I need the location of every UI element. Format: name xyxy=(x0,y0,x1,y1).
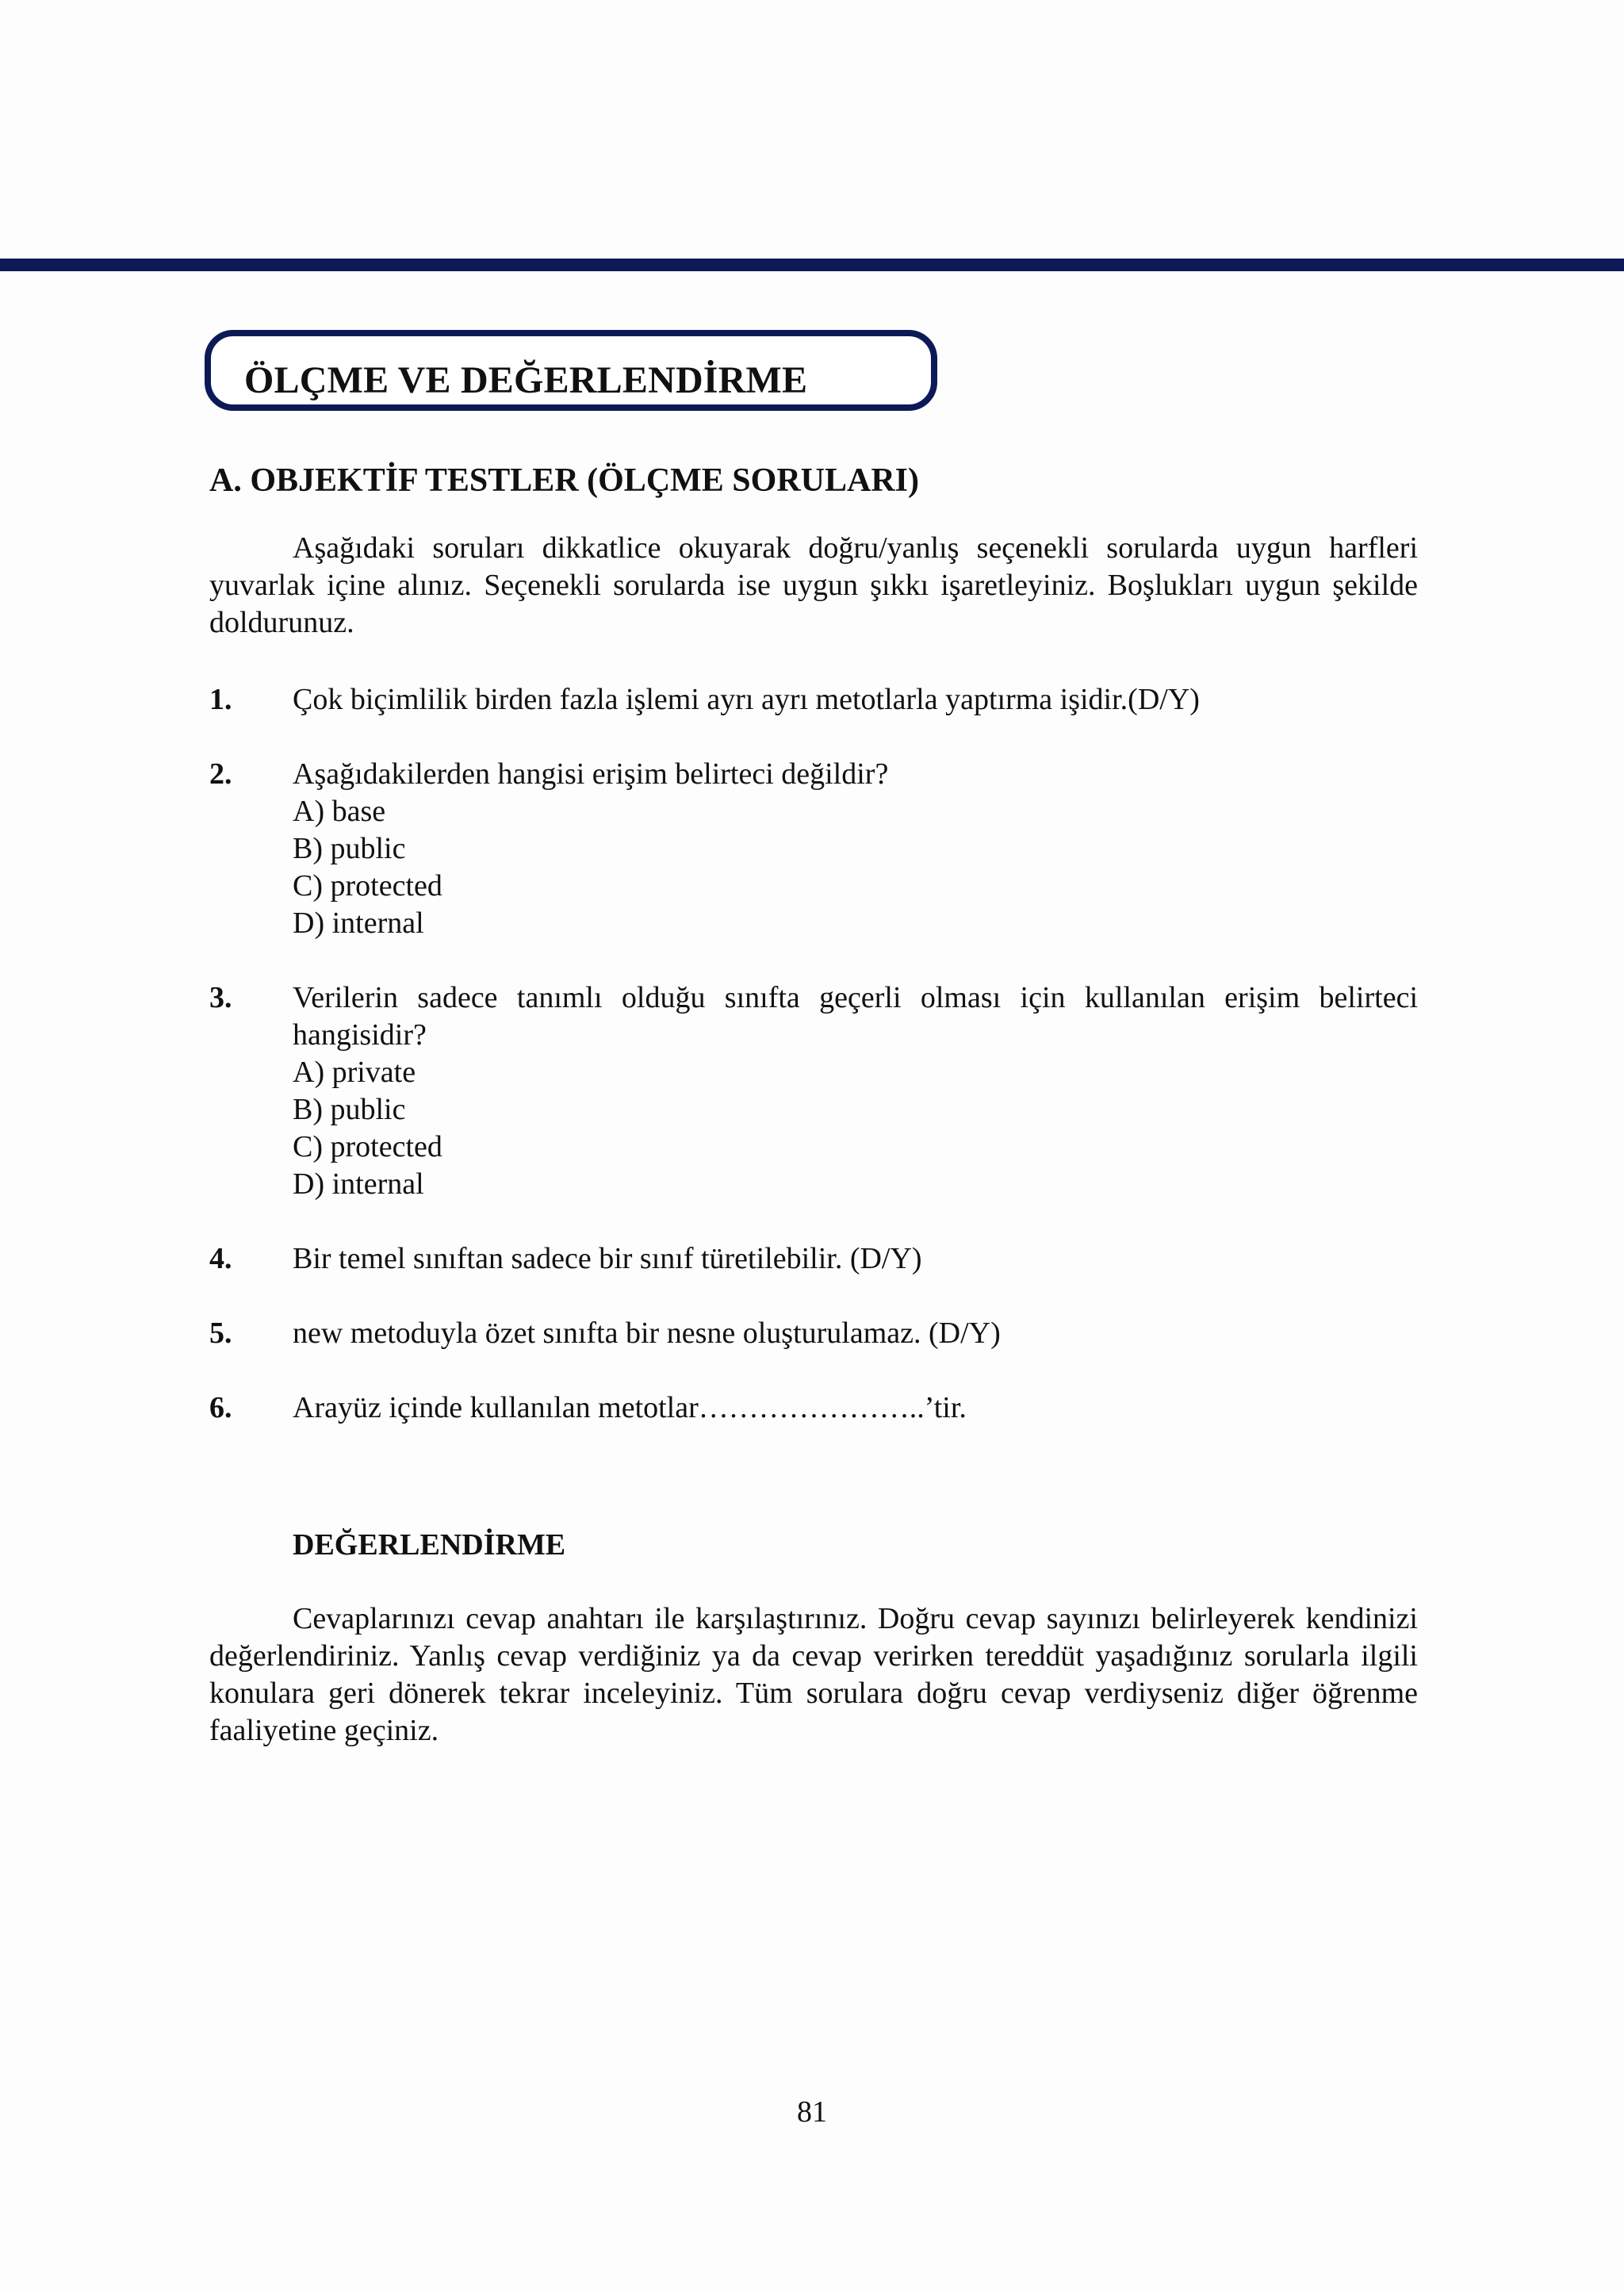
page-content xyxy=(209,460,1418,1750)
question-item xyxy=(209,979,1418,1203)
question-number: 5. xyxy=(209,1317,232,1350)
evaluation-paragraph: Cevaplarınızı cevap anahtarı ile karşılaştırınız. Doğru cevap sayınızı belirleyerek kendinizi değerlendiriniz. Yanlış cevap verdiğiniz ya da cevap verirken tereddüt yaşadığınız sorularla ilgili konulara geri dönerek tekrar inceleyiniz. Tüm sorulara doğru cevap verdiyseniz diğer öğrenme faaliyetine geçiniz. xyxy=(209,1602,1418,1747)
question-body xyxy=(293,756,1418,942)
question-item xyxy=(209,1389,1418,1427)
instructions-paragraph: Aşağıdaki soruları dikkatlice okuyarak doğru/yanlış seçenekli sorularda uygun harfleri yuvarlak içine alınız. Seçenekli sorularda ise uygun şıkkı işaretleyiniz. Boşlukları uygun şekilde doldurunuz. xyxy=(209,531,1418,639)
section-heading: A. OBJEKTİF TESTLER (ÖLÇME SORULARI) xyxy=(209,462,920,499)
question-body xyxy=(293,1315,1418,1352)
question-list xyxy=(209,681,1418,1427)
question-item xyxy=(209,681,1418,719)
answer-option: C) protected xyxy=(293,869,442,903)
chapter-title: ÖLÇME VE DEĞERLENDİRME xyxy=(244,359,808,401)
question-number: 2. xyxy=(209,757,232,791)
question-item xyxy=(209,1315,1418,1352)
answer-option: B) public xyxy=(293,832,406,865)
answer-option: B) public xyxy=(293,1093,406,1126)
question-body xyxy=(293,979,1418,1203)
question-text: Bir temel sınıftan sadece bir sınıf türetilebilir. (D/Y) xyxy=(293,1242,922,1275)
question-number: 6. xyxy=(209,1391,232,1424)
answer-option: C) protected xyxy=(293,1130,442,1163)
answer-options xyxy=(293,1054,1418,1203)
question-number: 1. xyxy=(209,683,232,716)
question-text: Verilerin sadece tanımlı olduğu sınıfta geçerli olması için kullanılan erişim belirteci hangisidir? xyxy=(293,981,1418,1052)
question-body xyxy=(293,1240,1418,1278)
question-item xyxy=(209,1240,1418,1278)
question-body xyxy=(293,681,1418,719)
answer-options xyxy=(293,793,1418,942)
answer-option: A) base xyxy=(293,795,386,828)
answer-option: D) internal xyxy=(293,1167,424,1201)
question-item xyxy=(209,756,1418,942)
question-number: 3. xyxy=(209,981,232,1014)
chapter-title-box xyxy=(205,330,937,411)
question-text: Çok biçimlilik birden fazla işlemi ayrı ayrı metotlarla yaptırma işidir.(D/Y) xyxy=(293,683,1200,716)
question-text: Aşağıdakilerden hangisi erişim belirteci değildir? xyxy=(293,757,889,791)
header-rule xyxy=(0,259,1624,271)
question-text: new metoduyla özet sınıfta bir nesne oluşturulamaz. (D/Y) xyxy=(293,1317,1001,1350)
answer-option: D) internal xyxy=(293,906,424,940)
page-number: 81 xyxy=(797,2095,827,2129)
question-number: 4. xyxy=(209,1242,232,1275)
evaluation-heading: DEĞERLENDİRME xyxy=(293,1528,566,1562)
question-text: Arayüz içinde kullanılan metotlar…………………..’tir. xyxy=(293,1391,967,1424)
question-body xyxy=(293,1389,1418,1427)
answer-option: A) private xyxy=(293,1056,416,1089)
